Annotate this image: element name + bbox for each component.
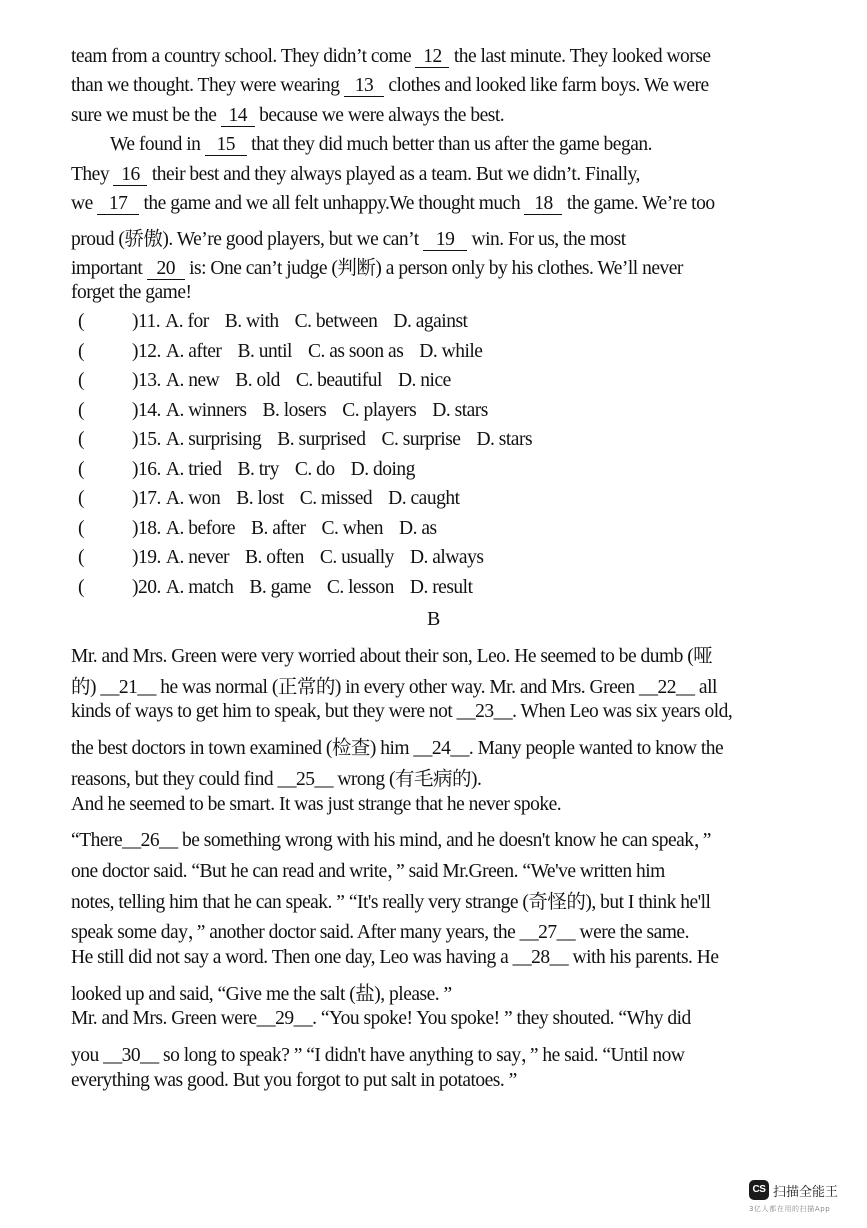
text-span: proud (骄傲). We’re good players, but we can’t [71, 229, 424, 250]
question-number: 13. [138, 370, 161, 391]
question-row [78, 488, 475, 510]
answer-paren-open[interactable]: ( [78, 517, 84, 539]
text-span: important [71, 258, 147, 279]
answer-paren-open[interactable]: ( [78, 488, 84, 509]
answer-paren-open[interactable]: ( [78, 429, 84, 450]
answer-paren-open[interactable]: ( [78, 340, 84, 362]
passage-a-line-2 [71, 75, 709, 97]
answer-paren-open[interactable]: ( [78, 370, 84, 391]
option-a[interactable]: A. won [165, 488, 221, 509]
option-a[interactable]: A. after [165, 340, 222, 362]
question-row [78, 459, 431, 481]
blank-19[interactable]: 19 [423, 230, 467, 251]
question-number: 19. [138, 547, 161, 568]
text-span: the game. We’re too [562, 193, 715, 214]
watermark-subtitle: 3亿人都在用的扫描App [749, 1205, 831, 1213]
question-row [78, 518, 453, 540]
option-d[interactable]: D. stars [432, 399, 488, 421]
passage-b-line: you __30__ so long to speak? ” “I didn't have anything to say，” he said. “Until now [71, 1045, 685, 1067]
answer-paren-close: ) [132, 547, 138, 568]
option-b[interactable]: B. until [237, 340, 292, 362]
option-a[interactable]: A. winners [165, 399, 247, 421]
option-d[interactable]: D. stars [476, 429, 533, 450]
option-b[interactable]: B. game [249, 576, 311, 598]
option-c[interactable]: C. missed [299, 488, 373, 509]
question-number: 16. [138, 458, 161, 480]
answer-paren-open[interactable]: ( [78, 458, 84, 480]
text-span: because we were always the best. [254, 105, 505, 126]
passage-b-line: looked up and said, “Give me the salt (盐), please. ” [71, 983, 452, 1005]
passage-b-line: everything was good. But you forgot to put salt in potatoes. ” [71, 1069, 517, 1091]
option-b[interactable]: B. with [224, 311, 279, 332]
option-d[interactable]: D. caught [388, 488, 460, 509]
answer-paren-close: ) [132, 458, 138, 480]
passage-b-line: kinds of ways to get him to speak, but they were not __23__. When Leo was six years old, [71, 701, 733, 723]
question-row [78, 400, 504, 422]
option-c[interactable]: C. players [342, 399, 417, 421]
option-b[interactable]: B. surprised [277, 429, 366, 450]
option-d[interactable]: D. while [419, 340, 483, 362]
text-span: their best and they always played as a team. But we didn’t. Finally, [147, 164, 640, 185]
option-d[interactable]: D. as [399, 517, 437, 539]
option-a[interactable]: A. new [165, 370, 220, 391]
blank-20[interactable]: 20 [147, 259, 185, 280]
question-number: 20. [138, 576, 161, 598]
question-row [78, 577, 489, 599]
passage-b-line: the best doctors in town examined (检查) him __24__. Many people wanted to know the [71, 738, 724, 760]
option-a[interactable]: A. before [165, 517, 236, 539]
answer-paren-close: ) [132, 370, 138, 391]
question-row [78, 547, 499, 569]
text-span: than we thought. They were wearing [71, 75, 344, 96]
passage-a-line-9 [71, 282, 192, 304]
blank-14[interactable]: 14 [221, 106, 255, 127]
passage-b-line: speak some day，” another doctor said. After many years, the __27__ were the same. [71, 922, 689, 944]
answer-paren-open[interactable]: ( [78, 547, 84, 568]
text-span: They [71, 164, 114, 185]
camscanner-logo-icon: CS [749, 1180, 769, 1200]
passage-b-line: Mr. and Mrs. Green were__29__. “You spoke! You spoke! ” they shouted. “Why did [71, 1008, 691, 1030]
answer-paren-open[interactable]: ( [78, 576, 84, 598]
option-b[interactable]: B. after [251, 517, 306, 539]
passage-b-line: 的) __21__ he was normal (正常的) in every other way. Mr. and Mrs. Green __22__ all [71, 676, 717, 698]
text-span: sure we must be the [71, 105, 221, 126]
passage-b-line: And he seemed to be smart. It was just strange that he never spoke. [71, 793, 562, 815]
passage-b-line: notes, telling him that he can speak. ” “It's really very strange (奇怪的), but I think he'll [71, 891, 711, 913]
passage-a-line-4 [110, 134, 652, 156]
text-span: We found in [110, 134, 205, 155]
text-span: team from a country school. They didn’t come [71, 46, 416, 67]
question-row [78, 341, 498, 363]
option-b[interactable]: B. try [237, 458, 279, 480]
text-span: is: One can’t judge (判断) a person only by his clothes. We’ll never [184, 258, 683, 279]
blank-12[interactable]: 12 [415, 47, 449, 68]
passage-b-line: Mr. and Mrs. Green were very worried about their son, Leo. He seemed to be dumb (哑 [71, 646, 713, 667]
option-c[interactable]: C. surprise [381, 429, 461, 450]
option-a[interactable]: A. match [165, 576, 234, 598]
question-number: 14. [138, 399, 161, 421]
passage-a-line-5 [71, 164, 640, 186]
option-d[interactable]: D. result [409, 576, 473, 598]
option-b[interactable]: B. losers [262, 399, 327, 421]
blank-15[interactable]: 15 [205, 135, 247, 156]
option-b[interactable]: B. lost [236, 488, 284, 509]
option-a[interactable]: A. for [165, 311, 209, 332]
option-c[interactable]: C. when [321, 517, 383, 539]
option-c[interactable]: C. lesson [326, 576, 394, 598]
option-a[interactable]: A. never [165, 547, 230, 568]
blank-17[interactable]: 17 [97, 194, 139, 215]
blank-18[interactable]: 18 [524, 194, 562, 215]
passage-a-line-1 [71, 46, 711, 68]
option-d[interactable]: D. nice [397, 370, 451, 391]
text-span: forget the game! [71, 282, 192, 303]
passage-b-line: He still did not say a word. Then one day, Leo was having a __28__ with his parents. He [71, 947, 719, 968]
passage-a-line-3 [71, 105, 504, 127]
answer-paren-close: ) [132, 311, 138, 332]
option-a[interactable]: A. surprising [165, 429, 262, 450]
option-c[interactable]: C. beautiful [295, 370, 382, 391]
passage-a-line-6 [71, 193, 715, 215]
answer-paren-close: ) [132, 429, 138, 450]
section-b-heading: B [427, 608, 440, 630]
option-c[interactable]: C. between [294, 311, 378, 332]
answer-paren-close: ) [132, 488, 138, 509]
option-c[interactable]: C. usually [319, 547, 394, 568]
answer-paren-close: ) [132, 576, 138, 598]
option-a[interactable]: A. tried [165, 458, 222, 480]
text-span: win. For us, the most [467, 229, 626, 250]
question-row [78, 311, 483, 333]
text-span: we [71, 193, 98, 214]
passage-a-line-7 [71, 223, 626, 251]
answer-paren-open[interactable]: ( [78, 311, 84, 332]
question-number: 12. [138, 340, 161, 362]
answer-paren-close: ) [132, 340, 138, 362]
option-d[interactable]: D. against [393, 311, 468, 332]
question-number: 11. [138, 311, 161, 332]
scanner-watermark [749, 1180, 853, 1220]
passage-a-line-8 [71, 252, 683, 280]
question-number: 15. [138, 429, 161, 450]
option-d[interactable]: D. always [409, 547, 484, 568]
answer-paren-close: ) [132, 399, 138, 421]
text-span: that they did much better than us after the game began. [246, 134, 652, 155]
passage-b-line: reasons, but they could find __25__ wrong (有毛病的). [71, 768, 482, 790]
question-number: 17. [138, 488, 161, 509]
blank-16[interactable]: 16 [113, 165, 147, 186]
question-row [78, 429, 548, 451]
answer-paren-close: ) [132, 517, 138, 539]
text-span: the last minute. They looked worse [449, 46, 711, 67]
question-number: 18. [138, 517, 161, 539]
passage-b-line: “There__26__ be something wrong with his mind, and he doesn't know he can speak，” [71, 830, 711, 852]
blank-13[interactable]: 13 [344, 76, 384, 97]
option-c[interactable]: C. as soon as [307, 340, 404, 362]
option-d[interactable]: D. doing [350, 458, 415, 480]
option-c[interactable]: C. do [294, 458, 335, 480]
passage-b-line: one doctor said. “But he can read and write，” said Mr.Green. “We've written him [71, 860, 665, 882]
answer-paren-open[interactable]: ( [78, 399, 84, 421]
option-b[interactable]: B. old [235, 370, 280, 391]
text-span: clothes and looked like farm boys. We were [383, 75, 709, 96]
text-span: the game and we all felt unhappy.We thought much [139, 193, 525, 214]
option-b[interactable]: B. often [245, 547, 304, 568]
question-row [78, 370, 467, 392]
watermark-title: 扫描全能王 [773, 1185, 839, 1200]
